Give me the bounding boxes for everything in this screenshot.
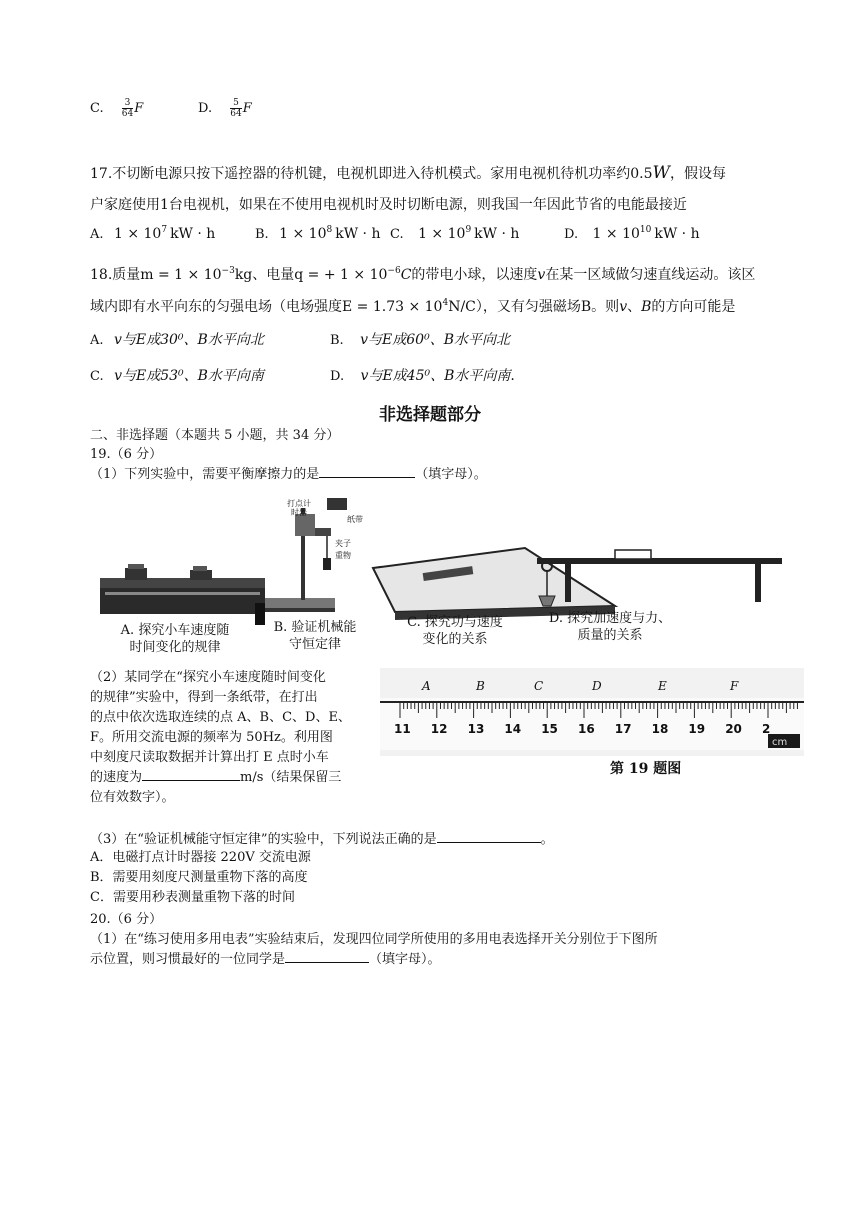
apparatus-b-image	[265, 498, 363, 612]
ruler-number: 2	[762, 722, 771, 736]
q19-part3: （3）在“验证机械能守恒定律”的实验中，下列说法正确的是 。	[90, 832, 554, 847]
ruler-number: 12	[430, 722, 448, 736]
q18-line2: 域内即有水平向东的匀强电场（电场强度$E = 1.73 \times 10^4N/C$），又有匀强磁场B。则v、B的方向可能是	[90, 298, 736, 315]
point-f: F	[730, 679, 739, 693]
q16-option-c: C. $\frac{3}{64}$ F	[90, 98, 144, 119]
caption-b: B. 验证机械能 守恒定律	[273, 620, 357, 652]
point-b: B	[476, 679, 485, 693]
answer-blank	[437, 830, 541, 843]
section-subtitle: 二、非选择题（本题共 5 小题，共 34 分）	[90, 428, 340, 443]
ruler-number: 13	[467, 722, 485, 736]
ruler-number: 11	[394, 722, 411, 736]
q16-option-d: D. $\frac{5}{64}$ F	[198, 98, 252, 119]
q19-part1: （1）下列实验中，需要平衡摩擦力的是 （填字母）。	[90, 467, 487, 482]
q20-part1-line2: 示位置，则习惯最好的一位同学是 （填字母）。	[90, 952, 441, 967]
timer-label-2: 时器	[291, 508, 307, 517]
q18-option-b: B. v与E成60⁰、B水平向北	[330, 332, 510, 348]
q17-option-a: A. $1 \times 10^7$ kW · h	[90, 225, 216, 242]
q17-option-c: C. $1 \times 10^9$ kW · h	[390, 225, 520, 242]
q19-part3-option-a: A．电磁打点计时器接 220V 交流电源	[90, 850, 311, 865]
q20-part1-line1: （1）在“练习使用多用电表”实验结束后，发现四位同学所使用的多用电表选择开关分别位于下图所	[90, 932, 658, 947]
option-label: C.	[90, 101, 104, 116]
q19-part3-option-b: B．需要用刻度尺测量重物下落的高度	[90, 870, 308, 885]
q18-option-a: A. v与E成30⁰、B水平向北	[90, 332, 264, 348]
clip-label: 夹子	[335, 539, 351, 548]
weight-label: 重物	[335, 551, 351, 560]
ruler-number: 15	[541, 722, 558, 736]
q17-option-d: D. $1 \times 10^{10}$ kW · h	[564, 225, 700, 242]
q20-header: 20.（6 分）	[90, 912, 163, 927]
point-d: D	[592, 679, 602, 693]
ruler-number: 16	[578, 722, 595, 736]
timer-label: 打点计	[287, 499, 311, 508]
q19-part3-option-c: C．需要用秒表测量重物下落的时间	[90, 890, 295, 905]
q17-line1: 17.不切断电源只按下遥控器的待机键，电视机即进入待机模式。家用电视机待机功率约0.5W，假设每	[90, 163, 727, 183]
point-c: C	[534, 679, 544, 693]
ruler-number: 18	[651, 722, 669, 736]
figure-caption: 第 19 题图	[610, 761, 682, 777]
q18-option-d: D. v与E成45⁰、B水平向南.	[330, 368, 515, 384]
ruler-unit: cm	[772, 737, 788, 748]
q19-speed-line: 的速度为 m/s（结果保留三	[90, 770, 342, 785]
answer-blank	[142, 768, 240, 781]
ruler-number: 14	[504, 722, 522, 736]
caption-d: D. 探究加速度与力、 质量的关系	[548, 611, 672, 643]
ruler-number: 17	[614, 722, 632, 736]
option-label: D.	[198, 101, 213, 116]
q19-header: 19.（6 分）	[90, 447, 163, 462]
answer-blank	[285, 950, 369, 963]
q17-option-b: B. $1 \times 10^8$ kW · h	[255, 225, 381, 242]
q18-line1: 18.质量$m = 1 \times 10^{-3}kg$、电量q = + $1 \times 10^{-6}C$的带电小球，以速度v在某一区域做匀速直线运动。该区	[90, 266, 756, 283]
section-title: 非选择题部分	[379, 405, 481, 425]
point-e: E	[658, 679, 667, 693]
fraction-3-64: $\frac{3}{64}$	[121, 98, 134, 119]
q18-option-c: C. v与E成53⁰、B水平向南	[90, 368, 264, 384]
fraction-5-64: $\frac{5}{64}$	[230, 98, 242, 119]
answer-blank	[319, 465, 415, 478]
ruler-number: 20	[725, 722, 742, 736]
apparatus-a-image	[100, 564, 265, 625]
q19-part2: （2）某同学在“探究小车速度随时间变化 的规律”实验中，得到一条纸带，在打出 的点中依次选取连续的点 A、B、C、D、E、 F。所用交流电源的频率为 50Hz。利用图 中刻度尺读取数据并计算出打 E 点时小车 的速度为 m/s（结果保留三 位有效数字）。	[90, 670, 351, 805]
ruler-number: 19	[688, 722, 706, 736]
ruler-image	[380, 668, 804, 756]
caption-c: C. 探究功与速度 变化的关系	[407, 615, 503, 647]
tape-label: 纸带	[347, 515, 363, 524]
q17-line2: 户家庭使用1台电视机，如果在不使用电视机时及时切断电源，则我国一年因此节省的电能最接近	[90, 197, 687, 213]
caption-a: A. 探究小车速度随 时间变化的规律	[120, 623, 230, 655]
point-a: A	[422, 679, 431, 693]
q19-part3-options	[90, 848, 311, 908]
ruler-photo	[380, 668, 804, 756]
